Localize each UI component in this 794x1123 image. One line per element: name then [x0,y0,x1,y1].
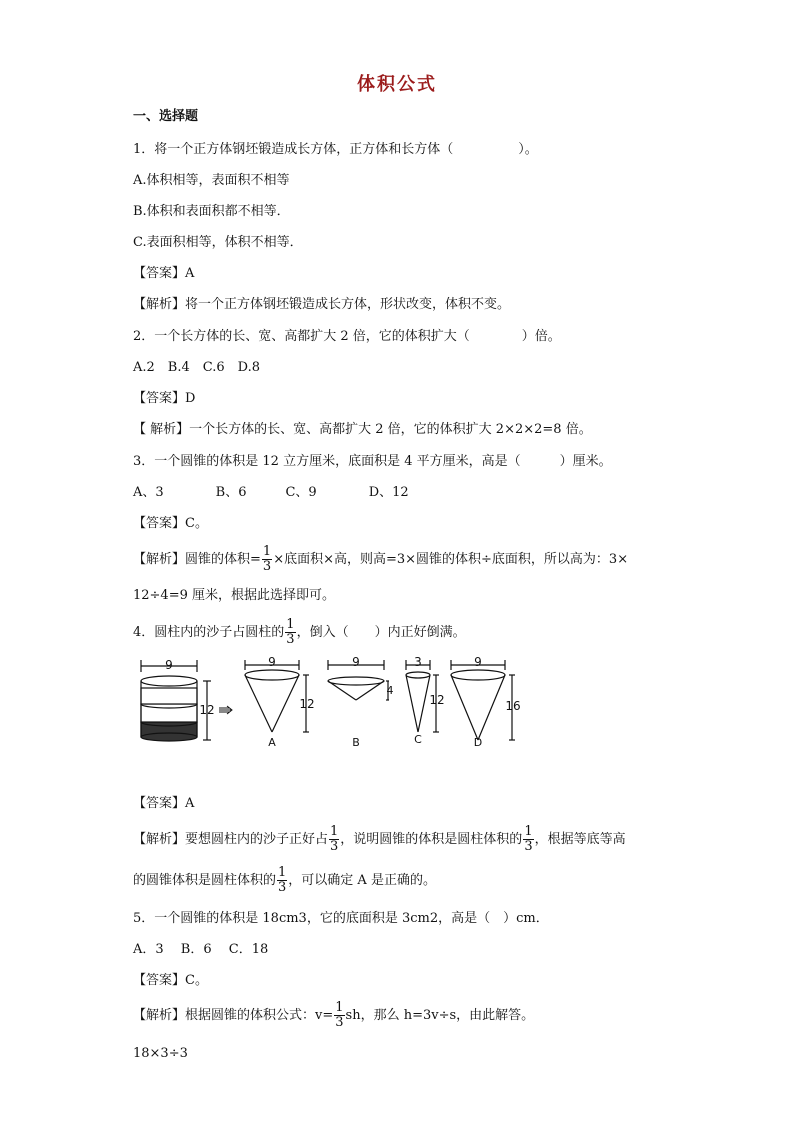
cone-b-label: B [352,736,360,749]
cone-a-label: A [268,736,276,749]
cone-d-height-label: 16 [505,699,521,713]
fraction: $\frac{1}{3}$ [330,824,339,854]
cone-b [328,655,394,749]
cylinder-height-label: 12 [199,703,215,717]
q2-stem: 2．一个长方体的长、宽、高都扩大 2 倍，它的体积扩大（ ）倍。 [133,329,561,344]
cone-a-height-label: 12 [299,697,315,711]
q1-option-a: A.体积相等，表面积不相等 [133,173,290,188]
q4-answer: 【答案】A [133,796,195,811]
cone-c [406,655,445,746]
q3-answer: 【答案】C。 [133,516,208,531]
cone-a [245,655,315,749]
q1-stem: 1．将一个正方体钢坯锻造成长方体，正方体和长方体（ ）。 [133,142,538,157]
q5-options: A．3 B．6 C．18 [133,942,269,957]
cone-c-height-label: 12 [429,693,445,707]
q5-analysis: 【解析】根据圆锥的体积公式：v= $\frac{1}{3}$ sh，那么 h=3v÷s，由此解答。 [133,1000,535,1030]
q4-analysis-line2: 的圆锥体积是圆柱体积的 $\frac{1}{3}$ ，可以确定 A 是正确的。 [133,865,436,895]
q3-options: A、3 B、6 C、9 D、12 [133,485,409,500]
fraction: $\frac{1}{3}$ [524,824,533,854]
fraction: $\frac{1}{3}$ [262,544,272,574]
q1-answer: 【答案】A [133,266,195,281]
cone-a-diameter-label: 9 [268,655,276,669]
q3-analysis-line2: 12÷4=9 厘米，根据此选择即可。 [133,588,336,603]
fraction: $\frac{1}{3}$ [335,1000,344,1030]
cone-d-label: D [473,736,483,749]
cone-d-diameter-label: 9 [474,655,482,669]
cone-d [451,655,521,749]
q2-options: A.2 B.4 C.6 D.8 [133,360,260,375]
fraction: $\frac{1}{3}$ [286,617,295,647]
q3-analysis [133,545,628,575]
q4-stem: 4．圆柱内的沙子占圆柱的 $\frac{1}{3}$ ，倒入（ ）内正好倒满。 [133,617,466,647]
q2-answer: 【答案】D [133,391,196,406]
cone-c-diameter-label: 3 [414,655,422,669]
cylinder-diameter-label: 9 [165,658,173,672]
page-title: 体积公式 [357,74,437,95]
q3-analysis-pre: 【解析】圆锥的体积= [133,552,261,567]
q1-analysis: 【解析】将一个正方体钢坯锻造成长方体，形状改变，体积不变。 [133,297,511,312]
q1-option-c: C.表面积相等，体积不相等． [133,235,303,250]
q1-option-b: B.体积和表面积都不相等． [133,204,290,219]
q5-calc: 18×3÷3 [133,1046,188,1061]
q2-analysis: 【 解析】一个长方体的长、宽、高都扩大 2 倍，它的体积扩大 2×2×2=8 倍。 [133,422,592,437]
q3-analysis-post: ×底面积×高，则高=3×圆锥的体积÷底面积，所以高为：3× [273,552,629,567]
fraction: $\frac{1}{3}$ [278,865,287,895]
q5-answer: 【答案】C。 [133,973,208,988]
cylinder-cones-figure [133,652,533,757]
section-heading: 一、选择题 [133,109,199,124]
cone-c-label: C [414,733,422,746]
q5-stem: 5．一个圆锥的体积是 18cm3，它的底面积是 3cm2，高是（ ）cm． [133,911,549,926]
cylinder [141,658,232,741]
q4-analysis: 【解析】要想圆柱内的沙子正好占 $\frac{1}{3}$ ，说明圆锥的体积是圆柱体积的 $\frac{1}{3}$ ，根据等底等高 [133,824,626,854]
q3-stem: 3．一个圆锥的体积是 12 立方厘米，底面积是 4 平方厘米，高是（ ）厘米。 [133,454,612,469]
cone-b-height-label: 4 [386,684,394,697]
cone-b-diameter-label: 9 [352,655,360,669]
